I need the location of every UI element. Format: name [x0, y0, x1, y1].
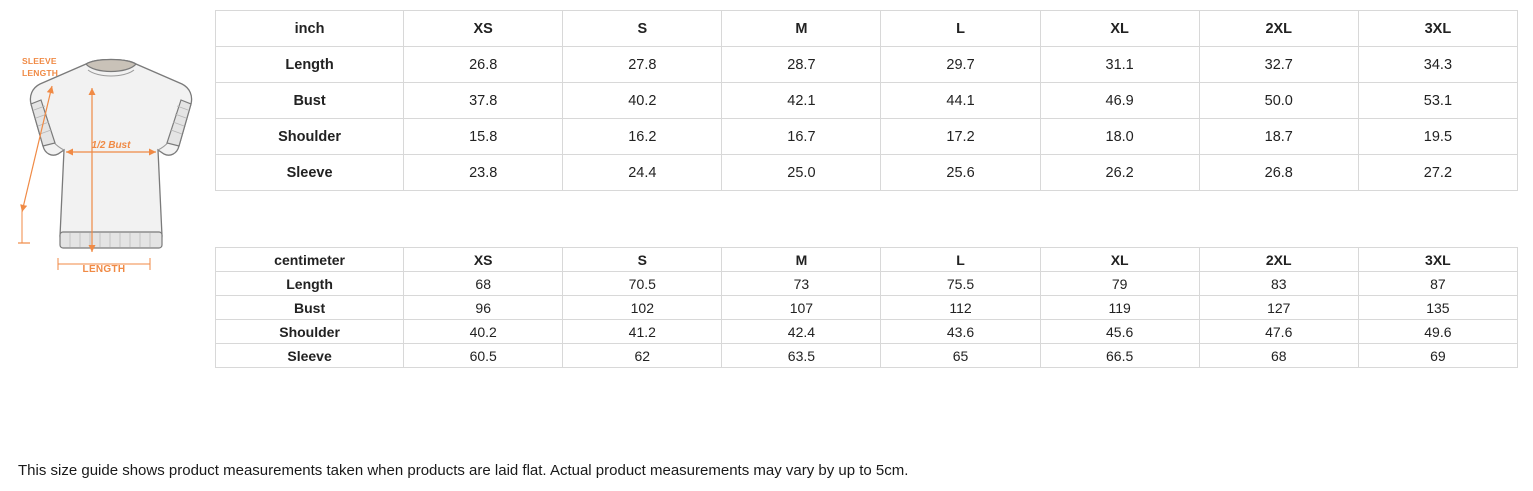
size-header-3xl: 3XL [1358, 11, 1517, 47]
cell-shoulder-m: 16.7 [722, 119, 881, 155]
cell-sleeve-l: 65 [881, 344, 1040, 368]
cell-shoulder-3xl: 49.6 [1358, 320, 1517, 344]
size-tables [215, 10, 1518, 368]
cell-bust-xl: 119 [1040, 296, 1199, 320]
label-sleeve-length-line2: LENGTH [22, 68, 59, 78]
table-header-row [216, 248, 1518, 272]
size-header-s: S [563, 248, 722, 272]
cell-length-s: 27.8 [563, 47, 722, 83]
row-label-bust: Bust [216, 296, 404, 320]
table-row [216, 272, 1518, 296]
cell-shoulder-l: 17.2 [881, 119, 1040, 155]
row-label-sleeve: Sleeve [216, 344, 404, 368]
cell-sleeve-3xl: 69 [1358, 344, 1517, 368]
table-row [216, 155, 1518, 191]
cell-sleeve-s: 62 [563, 344, 722, 368]
cell-shoulder-xl: 45.6 [1040, 320, 1199, 344]
cell-bust-l: 112 [881, 296, 1040, 320]
cell-length-xs: 68 [404, 272, 563, 296]
cell-bust-2xl: 50.0 [1199, 83, 1358, 119]
cell-shoulder-3xl: 19.5 [1358, 119, 1517, 155]
size-header-l: L [881, 11, 1040, 47]
size-table-centimeter [215, 247, 1518, 368]
cell-sleeve-3xl: 27.2 [1358, 155, 1517, 191]
size-header-m: M [722, 11, 881, 47]
unit-label-inch: inch [216, 11, 404, 47]
row-label-length: Length [216, 47, 404, 83]
sweatshirt-illustration [0, 0, 215, 300]
size-header-l: L [881, 248, 1040, 272]
cell-sleeve-2xl: 68 [1199, 344, 1358, 368]
cell-sleeve-xl: 26.2 [1040, 155, 1199, 191]
cell-shoulder-s: 41.2 [563, 320, 722, 344]
table-header-row [216, 11, 1518, 47]
cell-length-m: 28.7 [722, 47, 881, 83]
cell-bust-xs: 96 [404, 296, 563, 320]
cell-shoulder-2xl: 47.6 [1199, 320, 1358, 344]
cell-shoulder-s: 16.2 [563, 119, 722, 155]
size-header-2xl: 2XL [1199, 11, 1358, 47]
cell-length-2xl: 83 [1199, 272, 1358, 296]
label-sleeve-length-line1: SLEEVE [22, 56, 57, 66]
table-row [216, 83, 1518, 119]
cell-bust-3xl: 135 [1358, 296, 1517, 320]
cell-sleeve-2xl: 26.8 [1199, 155, 1358, 191]
size-header-m: M [722, 248, 881, 272]
cell-sleeve-m: 25.0 [722, 155, 881, 191]
table-spacer [215, 191, 1518, 247]
cell-sleeve-m: 63.5 [722, 344, 881, 368]
size-header-xl: XL [1040, 11, 1199, 47]
cell-length-xl: 79 [1040, 272, 1199, 296]
cell-bust-m: 107 [722, 296, 881, 320]
garment-diagram [0, 0, 215, 300]
cell-length-s: 70.5 [563, 272, 722, 296]
cell-bust-3xl: 53.1 [1358, 83, 1517, 119]
sweatshirt-body [30, 60, 191, 249]
size-header-3xl: 3XL [1358, 248, 1517, 272]
cell-length-l: 29.7 [881, 47, 1040, 83]
cell-bust-xs: 37.8 [404, 83, 563, 119]
row-label-length: Length [216, 272, 404, 296]
size-header-2xl: 2XL [1199, 248, 1358, 272]
size-header-s: S [563, 11, 722, 47]
size-header-xs: XS [404, 11, 563, 47]
cell-shoulder-m: 42.4 [722, 320, 881, 344]
label-half-bust: 1/2 Bust [91, 140, 131, 151]
row-label-bust: Bust [216, 83, 404, 119]
table-row [216, 320, 1518, 344]
label-length: LENGTH [82, 264, 126, 275]
table-row [216, 296, 1518, 320]
size-guide-footnote: This size guide shows product measurements taken when products are laid flat. Actual product measurements may vary by up to 5cm. [18, 462, 909, 479]
cell-bust-l: 44.1 [881, 83, 1040, 119]
unit-label-centimeter: centimeter [216, 248, 404, 272]
row-label-shoulder: Shoulder [216, 320, 404, 344]
size-header-xs: XS [404, 248, 563, 272]
cell-shoulder-xs: 15.8 [404, 119, 563, 155]
cell-bust-xl: 46.9 [1040, 83, 1199, 119]
cell-length-xs: 26.8 [404, 47, 563, 83]
cell-shoulder-2xl: 18.7 [1199, 119, 1358, 155]
row-label-sleeve: Sleeve [216, 155, 404, 191]
cell-length-3xl: 34.3 [1358, 47, 1517, 83]
cell-shoulder-l: 43.6 [881, 320, 1040, 344]
table-row [216, 344, 1518, 368]
cell-sleeve-xs: 23.8 [404, 155, 563, 191]
cell-length-xl: 31.1 [1040, 47, 1199, 83]
cell-shoulder-xl: 18.0 [1040, 119, 1199, 155]
cell-sleeve-xs: 60.5 [404, 344, 563, 368]
size-header-xl: XL [1040, 248, 1199, 272]
cell-length-3xl: 87 [1358, 272, 1517, 296]
cell-bust-2xl: 127 [1199, 296, 1358, 320]
cell-sleeve-s: 24.4 [563, 155, 722, 191]
table-row [216, 119, 1518, 155]
cell-shoulder-xs: 40.2 [404, 320, 563, 344]
table-row [216, 47, 1518, 83]
cell-sleeve-xl: 66.5 [1040, 344, 1199, 368]
size-table-inch [215, 10, 1518, 191]
row-label-shoulder: Shoulder [216, 119, 404, 155]
cell-bust-s: 102 [563, 296, 722, 320]
cell-bust-m: 42.1 [722, 83, 881, 119]
cell-length-2xl: 32.7 [1199, 47, 1358, 83]
cell-sleeve-l: 25.6 [881, 155, 1040, 191]
cell-bust-s: 40.2 [563, 83, 722, 119]
cell-length-l: 75.5 [881, 272, 1040, 296]
cell-length-m: 73 [722, 272, 881, 296]
